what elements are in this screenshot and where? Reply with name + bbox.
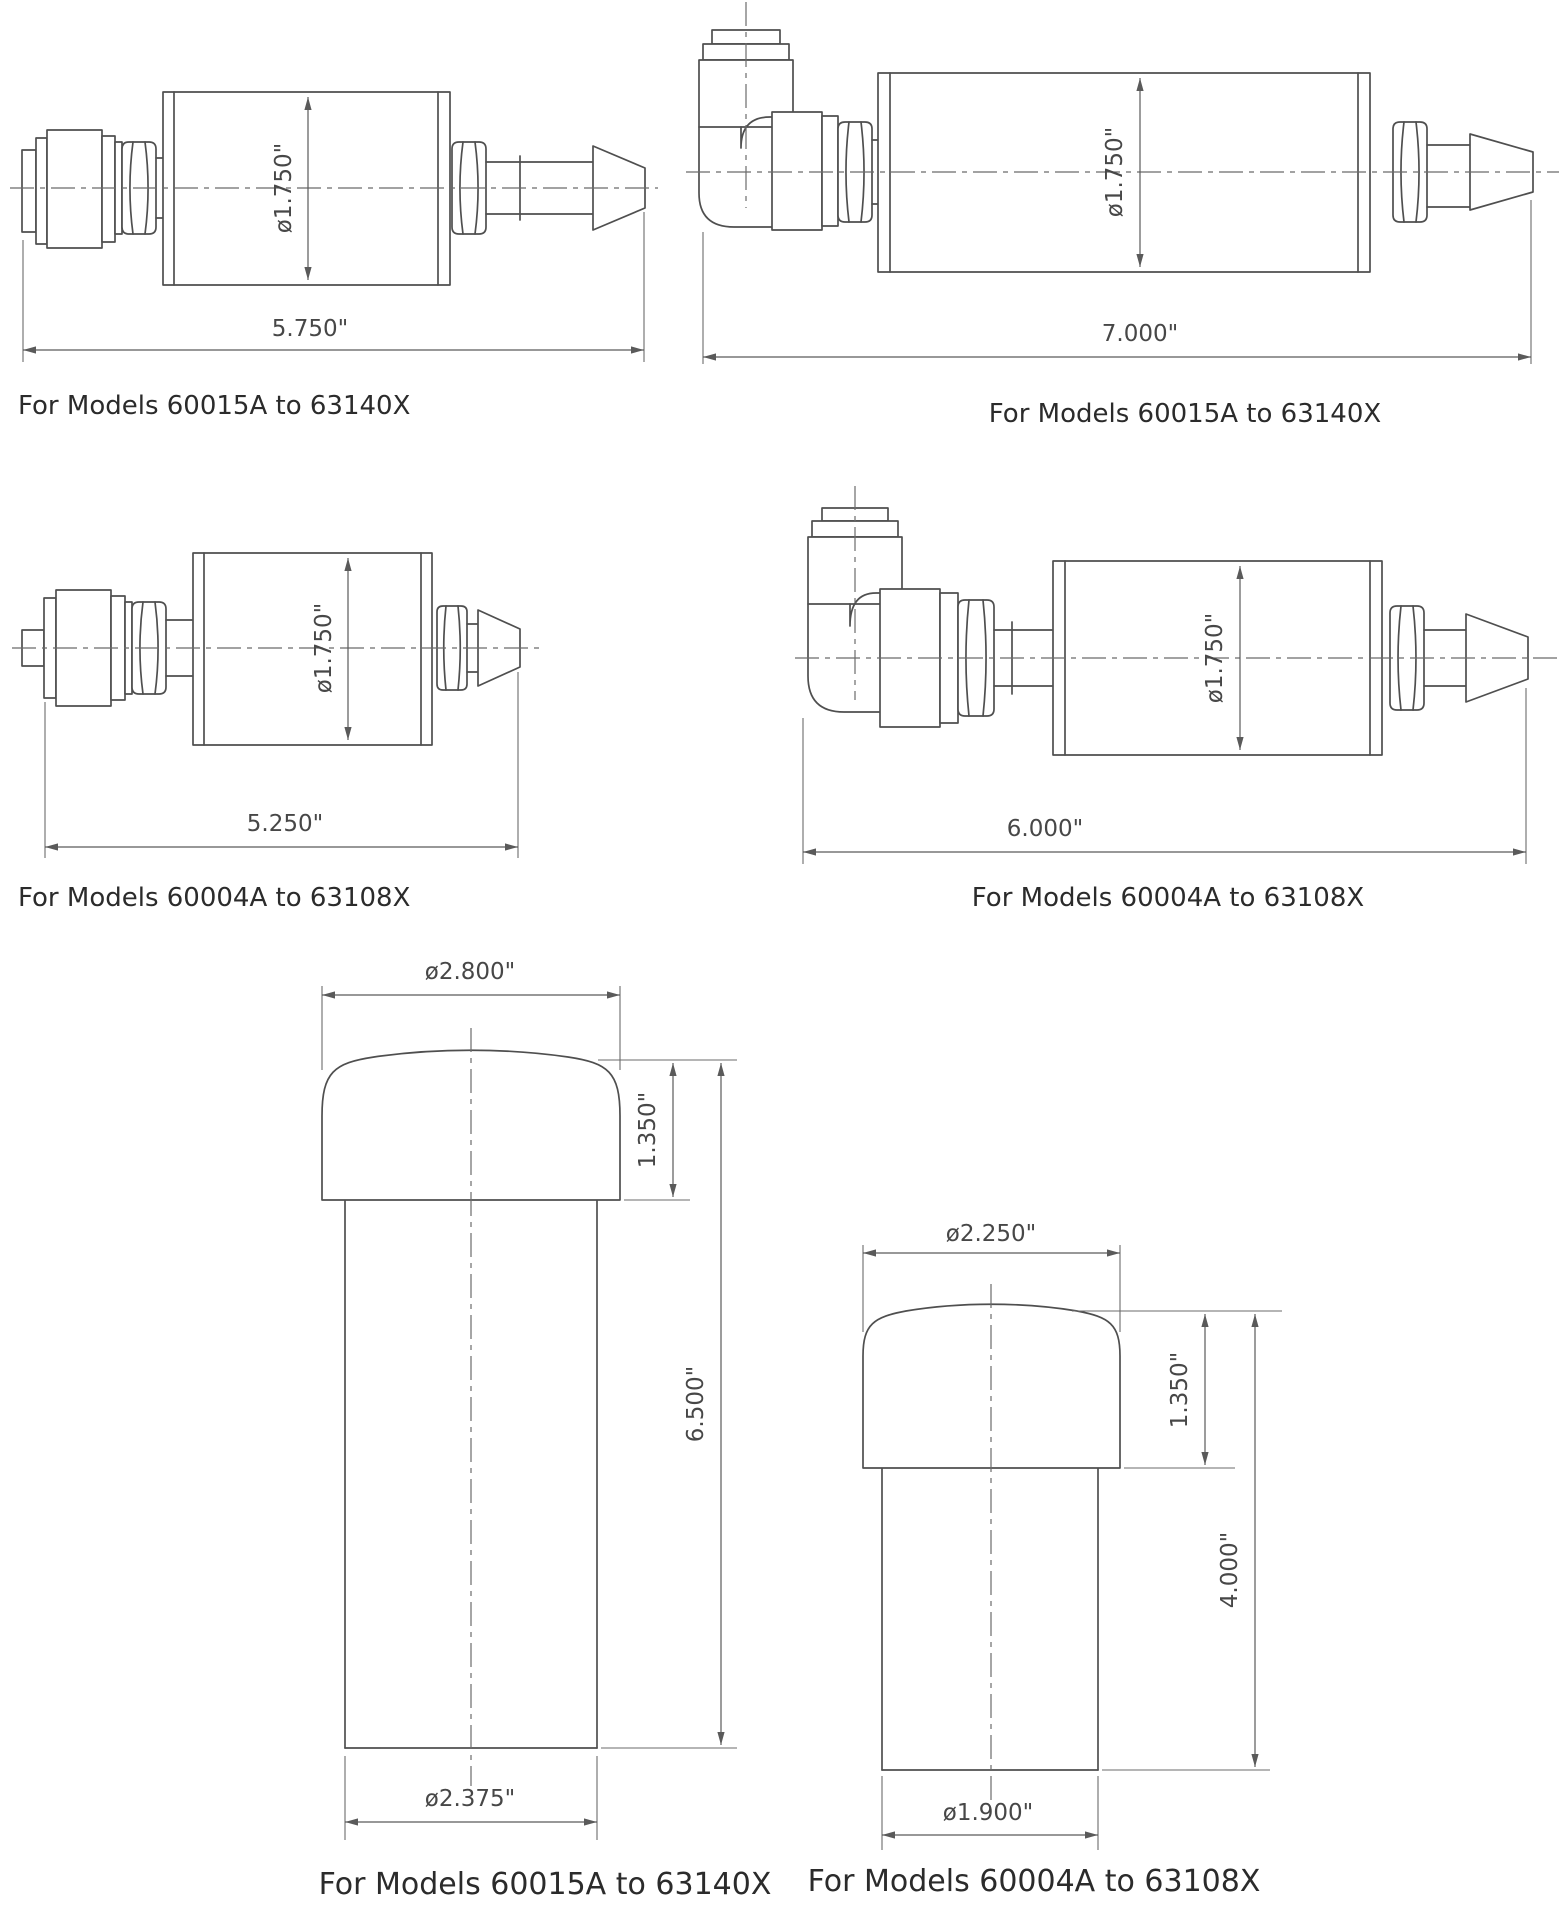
drawing-middle-right <box>795 486 1559 913</box>
drawing-caption: For Models 60004A to 63108X <box>18 883 411 913</box>
drawing-top-right <box>686 2 1559 429</box>
quick-connect-fitting <box>22 130 122 248</box>
fitting-ring <box>822 116 838 226</box>
overall-height-dimension <box>601 1063 737 1748</box>
fitting-ring <box>36 138 47 244</box>
fitting-body <box>47 130 102 248</box>
elbow-outer-edge <box>699 127 772 227</box>
overall-height-label: 4.000" <box>1217 1531 1243 1609</box>
body-diameter-label: ø1.900" <box>942 1800 1034 1826</box>
fitting-end-ring <box>22 150 36 232</box>
cap-height-label: 1.350" <box>1167 1351 1193 1429</box>
diameter-label: ø1.750" <box>311 602 337 694</box>
drawing-top-left <box>10 92 658 421</box>
drawing-caption: For Models 60004A to 63108X <box>807 1864 1261 1899</box>
cap-height-label: 1.350" <box>635 1091 661 1169</box>
length-label: 5.750" <box>271 316 349 342</box>
drawing-caption: For Models 60015A to 63140X <box>18 391 411 421</box>
cap-diameter-label: ø2.250" <box>945 1221 1037 1247</box>
overall-height-label: 6.500" <box>683 1365 709 1443</box>
body-diameter-label: ø2.375" <box>424 1786 516 1812</box>
drawing-bottom-left <box>319 959 772 1902</box>
fitting-ring <box>102 136 115 242</box>
drawing-bottom-right <box>808 1221 1282 1899</box>
elbow-fitting <box>699 112 838 230</box>
drawing-caption: For Models 60015A to 63140X <box>318 1867 772 1902</box>
length-label: 7.000" <box>1101 321 1179 347</box>
diameter-label: ø1.750" <box>1102 126 1128 218</box>
diameter-label: ø1.750" <box>1202 612 1228 704</box>
diameter-label: ø1.750" <box>271 142 297 234</box>
fitting-ring <box>115 142 122 234</box>
drawing-caption: For Models 60004A to 63108X <box>971 883 1365 913</box>
length-label: 5.250" <box>246 811 324 837</box>
cap-diameter-label: ø2.800" <box>424 959 516 985</box>
drawing-middle-left <box>12 553 545 913</box>
length-label: 6.000" <box>1006 816 1084 842</box>
body-diameter-dimension <box>882 1776 1098 1850</box>
union-collar <box>772 112 822 230</box>
drawing-caption: For Models 60015A to 63140X <box>988 399 1382 429</box>
muffler-body-tube <box>882 1468 1098 1770</box>
